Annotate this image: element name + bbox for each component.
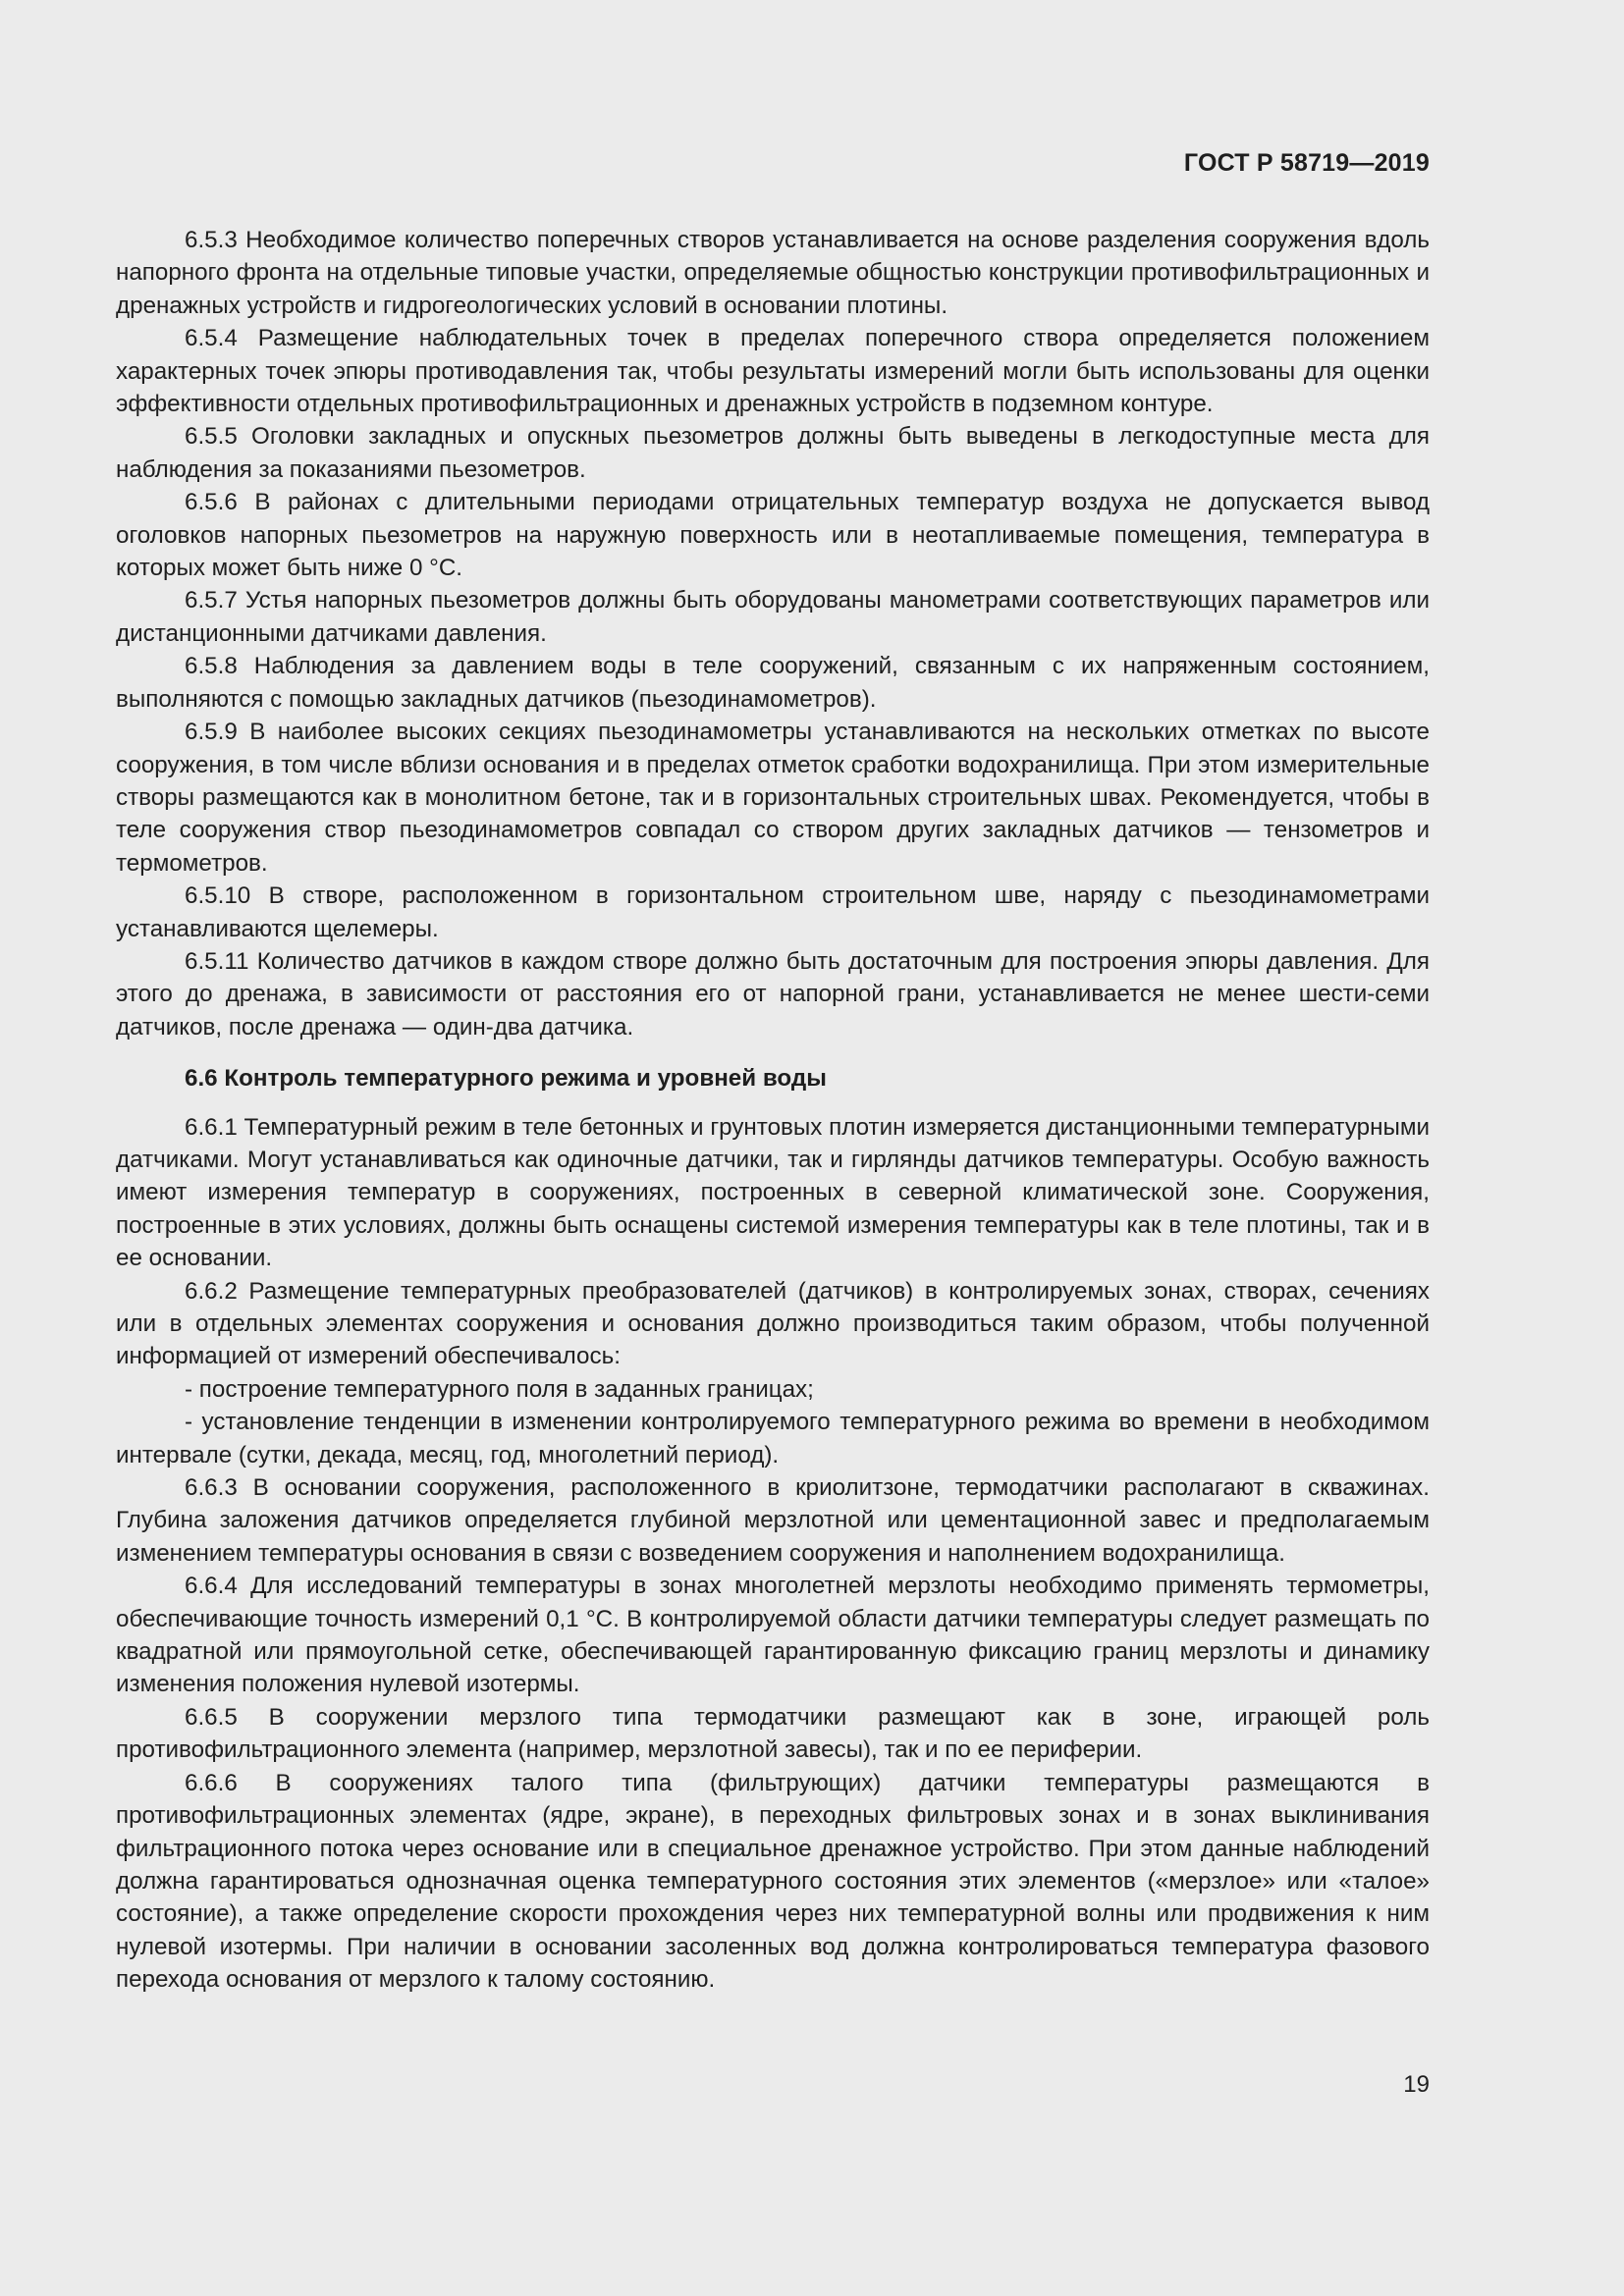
paragraph-6-6-4: 6.6.4 Для исследований температуры в зонах многолетней мерзлоты необходимо применять термометры, обеспечивающие точность измерений 0,1 °С. В контролируемой области датчики температуры следует размещать по квадратной или прямоугольной сетке, обеспечивающей гарантированную фиксацию границ мерзлоты и динамику изменения положения нулевой изотермы. [116, 1573, 1430, 1698]
paragraph-6-5-3: 6.5.3 Необходимое количество поперечных створов устанавливается на основе разделения сооружения вдоль напорного фронта на отдельные типовые участки, определяемые общностью конструкции противофильтрационных и дренажных устройств и гидрогеологических условий в основании плотины. [116, 227, 1430, 319]
paragraph-6-6-6: 6.6.6 В сооружениях талого типа (фильтрующих) датчики температуры размещаются в противофильтрационных элементах (ядре, экране), в переходных фильтровых зонах и в зонах выклинивания фильтрационного потока через основание или в специальное дренажное устройство. При этом данные наблюдений должна гарантироваться однозначная оценка температурного состояния этих элементов («мерзлое» или «талое» состояние), а также определение скорости прохождения через них температурной волны или продвижения к ним нулевой изотермы. При наличии в основании засоленных вод должна контролироваться температура фазового перехода основания от мерзлого к талому состоянию. [116, 1769, 1430, 1994]
paragraph-6-5-6: 6.5.6 В районах с длительными периодами отрицательных температур воздуха не допускается вывод оголовков напорных пьезометров на наружную поверхность или в неотапливаемые помещения, температура в которых может быть ниже 0 °С. [116, 489, 1430, 582]
standard-header: ГОСТ Р 58719—2019 [1183, 149, 1430, 177]
paragraph-6-6-1: 6.6.1 Температурный режим в теле бетонных и грунтовых плотин измеряется дистанционными температурными датчиками. Могут устанавливаться как одиночные датчики, так и гирлянды датчиков температуры. Особую важность имеют измерения температур в сооружениях, построенных в северной климатической зоне. Сооружения, построенные в этих условиях, должны быть оснащены системой измерения температуры как в теле плотины, так и в ее основании. [116, 1113, 1430, 1272]
paragraph-6-5-8: 6.5.8 Наблюдения за давлением воды в теле сооружений, связанным с их напряженным состоянием, выполняются с помощью закладных датчиков (пьезодинамометров). [116, 653, 1430, 713]
paragraph-6-6-3: 6.6.3 В основании сооружения, расположенного в криолитзоне, термодатчики располагают в скважинах. Глубина заложения датчиков определяется глубиной мерзлотной или цементационной завес и предполагаемым изменением температуры основания в связи с возведением сооружения и наполнением водохранилища. [116, 1474, 1430, 1567]
section-heading-6-6: 6.6 Контроль температурного режима и уровней воды [185, 1065, 827, 1093]
paragraph-6-6-5: 6.6.5 В сооружении мерзлого типа термодатчики размещают как в зоне, играющей роль противофильтрационного элемента (например, мерзлотной завесы), так и по ее периферии. [116, 1703, 1430, 1764]
paragraph-6-5-11: 6.5.11 Количество датчиков в каждом створе должно быть достаточным для построения эпюры давления. Для этого до дренажа, в зависимости от расстояния его от напорной грани, устанавливается не менее шести-семи датчиков, после дренажа — один-два датчика. [116, 947, 1430, 1041]
paragraph-6-5-4: 6.5.4 Размещение наблюдательных точек в пределах поперечного створа определяется положением характерных точек эпюры противодавления так, чтобы результаты измерений могли быть использованы для оценки эффективности отдельных противофильтрационных и дренажных устройств в подземном контуре. [116, 325, 1430, 418]
paragraph-6-5-10: 6.5.10 В створе, расположенном в горизонтальном строительном шве, наряду с пьезодинамометрами устанавливаются щелемеры. [116, 882, 1430, 942]
document-body [116, 224, 1430, 1997]
page-number: 19 [1403, 2071, 1430, 2098]
list-item: - построение температурного поля в заданных границах; [185, 1375, 814, 1403]
paragraph-6-6-2: 6.6.2 Размещение температурных преобразователей (датчиков) в контролируемых зонах, створах, сечениях или в отдельных элементах сооружения и основания должно производиться таким образом, чтобы полученной информацией от измерений обеспечивалось: [116, 1277, 1430, 1370]
list-item: - установление тенденции в изменении контролируемого температурного режима во времени в необходимом интервале (сутки, декада, месяц, год, многолетний период). [116, 1409, 1430, 1468]
paragraph-6-5-5: 6.5.5 Оголовки закладных и опускных пьезометров должны быть выведены в легкодоступные места для наблюдения за показаниями пьезометров. [116, 423, 1430, 483]
paragraph-6-5-9: 6.5.9 В наиболее высоких секциях пьезодинамометры устанавливаются на нескольких отметках по высоте сооружения, в том числе вблизи основания и в пределах отметок сработки водохранилища. При этом измерительные створы размещаются как в монолитном бетоне, так и в горизонтальных строительных швах. Рекомендуется, чтобы в теле сооружения створ пьезодинамометров совпадал со створом других закладных датчиков — тензометров и термометров. [116, 719, 1430, 877]
paragraph-6-5-7: 6.5.7 Устья напорных пьезометров должны быть оборудованы манометрами соответствующих параметров или дистанционными датчиками давления. [116, 587, 1430, 647]
